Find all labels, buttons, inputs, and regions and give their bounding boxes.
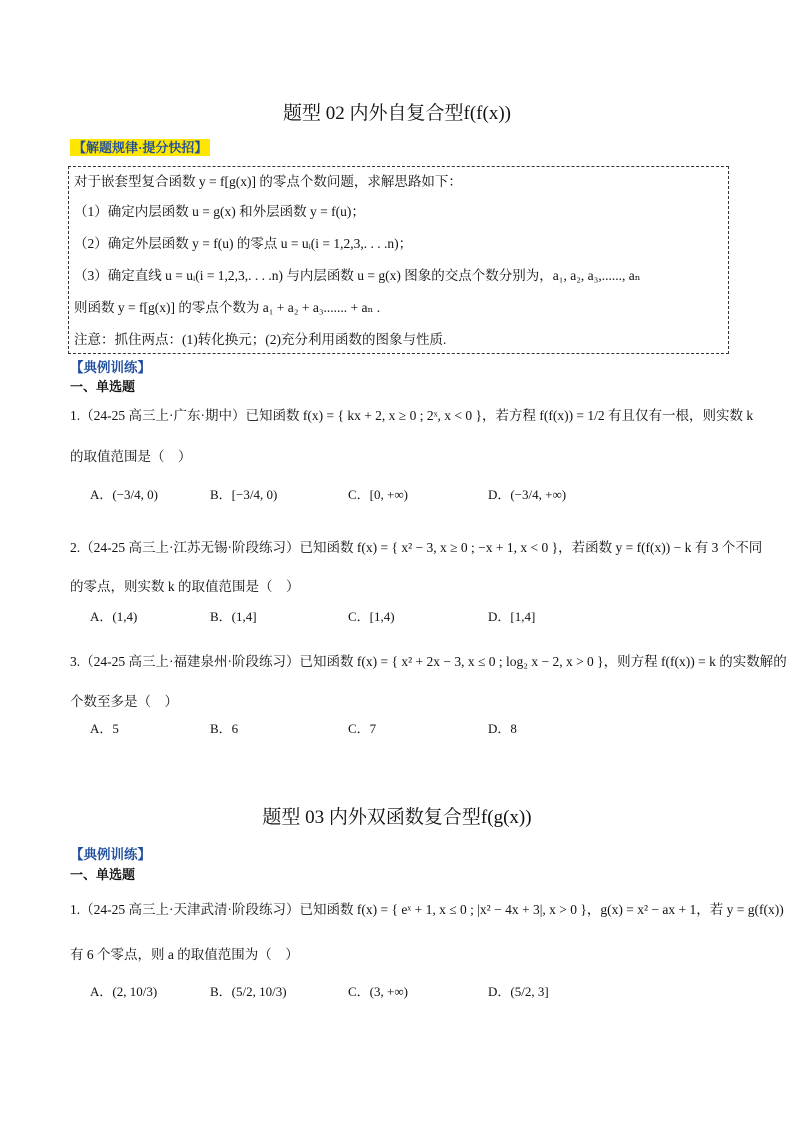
q2-option-b: B．(1,4] [210, 609, 257, 624]
q1-stem-cont: 的取值范围是（ ） [70, 449, 192, 464]
q3-stem: 3.（24-25 高三上·福建泉州·阶段练习）已知函数 f(x) = { x² + 2x − 3, x ≤ 0 ; log₂ x − 2, x > 0 }，则方程 f(f(x)) = k 的实数解的 [70, 654, 787, 669]
q2-option-d: D．[1,4] [488, 609, 536, 624]
s2-q1-option-c: C．(3, +∞) [348, 984, 408, 999]
q3-stem-cont: 个数至多是（ ） [70, 694, 178, 709]
s2-q1-option-d: D．(5/2, 3] [488, 984, 549, 999]
s2-q1-stem: 1.（24-25 高三上·天津武清·阶段练习）已知函数 f(x) = { eˣ + 1, x ≤ 0 ; |x² − 4x + 3|, x > 0 }，g(x) = x² − ax + 1，若 y = g(f(x)) [70, 902, 784, 917]
q1-stem: 1.（24-25 高三上·广东·期中）已知函数 f(x) = { kx + 2, x ≥ 0 ; 2ˣ, x < 0 }，若方程 f(f(x)) = 1/2 有且仅有一根，则实数 k [70, 408, 754, 423]
box-line-5: 则函数 y = f[g(x)] 的零点个数为 a₁ + a₂ + a₃....... + aₙ . [74, 300, 381, 315]
s2-q1-stem-cont: 有 6 个零点，则 a 的取值范围为（ ） [70, 947, 299, 962]
s2-q1-option-b: B．(5/2, 10/3) [210, 984, 287, 999]
q2-option-a: A．(1,4) [90, 609, 138, 624]
tips-tag-label: 【解题规律·提分快招】 [70, 139, 210, 156]
box-line-1: 对于嵌套型复合函数 y = f[g(x)] 的零点个数问题，求解思路如下： [74, 174, 462, 189]
tips-tag [70, 137, 210, 156]
q3-option-a: A．5 [90, 721, 119, 736]
q1-option-c: C．[0, +∞) [348, 487, 408, 502]
q3-option-c: C．7 [348, 721, 377, 736]
tips-box [68, 166, 729, 354]
box-line-3: （2）确定外层函数 y = f(u) 的零点 u = uᵢ(i = 1,2,3,. . . .n)； [74, 236, 413, 251]
q1-option-a: A．(−3/4, 0) [90, 487, 158, 502]
training-heading-2: 【典例训练】 [70, 847, 151, 862]
q2-stem: 2.（24-25 高三上·江苏无锡·阶段练习）已知函数 f(x) = { x² − 3, x ≥ 0 ; −x + 1, x < 0 }，若函数 y = f(f(x)) − k 有 3 个不同 [70, 540, 763, 555]
q3-option-d: D．8 [488, 721, 517, 736]
box-line-6: 注意：抓住两点：(1)转化换元；(2)充分利用函数的图象与性质. [74, 332, 447, 347]
subheading-1: 一、单选题 [70, 379, 136, 394]
box-line-2: （1）确定内层函数 u = g(x) 和外层函数 y = f(u)； [74, 204, 365, 219]
q2-stem-cont: 的零点，则实数 k 的取值范围是（ ） [70, 579, 300, 594]
q3-option-b: B．6 [210, 721, 239, 736]
q2-option-c: C．[1,4) [348, 609, 395, 624]
box-line-4: （3）确定直线 u = uᵢ(i = 1,2,3,. . . .n) 与内层函数 u = g(x) 图象的交点个数分别为，a₁, a₂, a₃,......, aₙ [74, 268, 641, 283]
subheading-2: 一、单选题 [70, 867, 136, 882]
q1-option-d: D．(−3/4, +∞) [488, 487, 567, 502]
section1-title: 题型 02 内外自复合型f(f(x)) [283, 103, 511, 124]
training-heading-1: 【典例训练】 [70, 360, 151, 375]
s2-q1-option-a: A．(2, 10/3) [90, 984, 158, 999]
q1-option-b: B．[−3/4, 0) [210, 487, 278, 502]
section2-title: 题型 03 内外双函数复合型f(g(x)) [262, 807, 532, 828]
